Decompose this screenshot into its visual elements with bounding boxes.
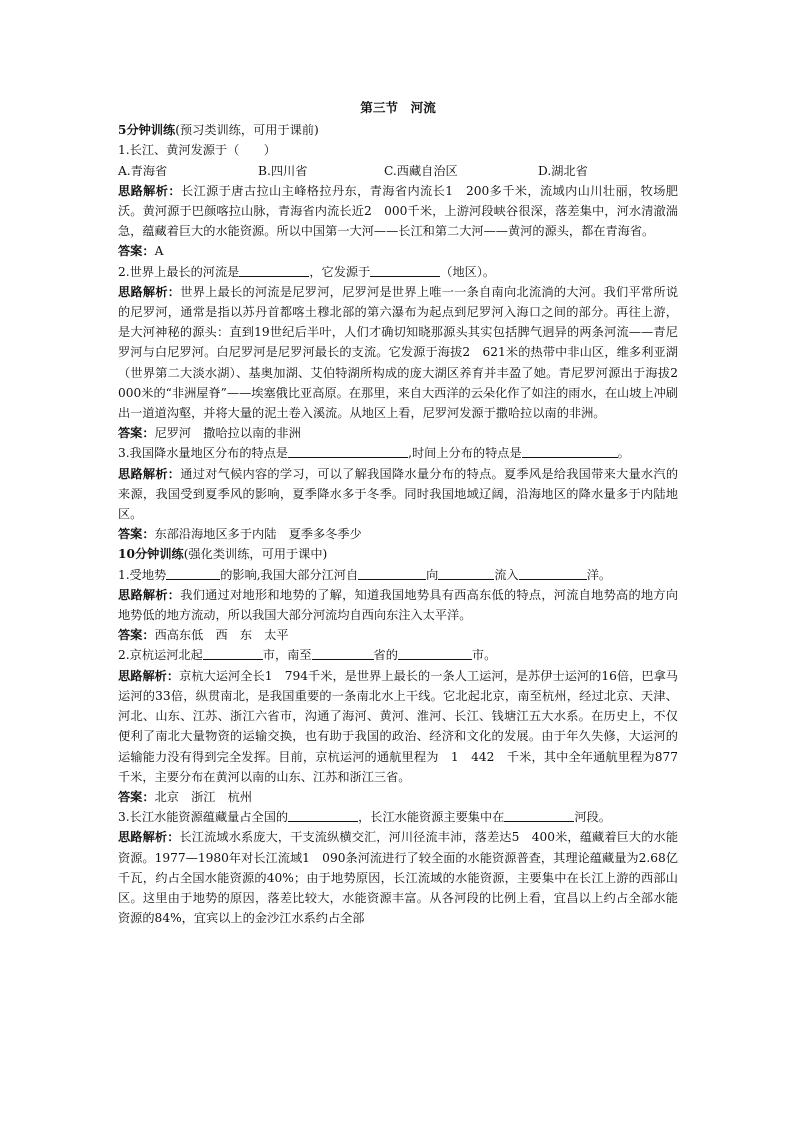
analysis-text: 世界上最长的河流是尼罗河，尼罗河是世界上唯一一条自南向北流淌的大河。我们平常所说的尼罗河，通常是指以苏丹首都喀土穆北部的第六瀑布为起点到尼罗河入海口之间的部分。再往上游，是大河神秘的源头：直到19世纪后半叶，人们才确切知晓那源头其实包括脾气迥异的两条河流——青尼罗河与白尼罗河。白尼罗河是尼罗河最长的支流。它发源于海拔2 621米的热带中非山区，维多利亚湖（世界第二大淡水湖）、基奥加湖、艾伯特湖所构成的庞大湖区养育并丰盈了她。青尼罗河源出于海拔2 000米的“非洲屋脊”——埃塞俄比亚高原。在那里，来自大西洋的云朵化作了如注的雨水，在山坡上冲刷出一道道沟壑，并将大量的泥土卷入溪流。从地区上看，尼罗河发源于撒哈拉以南的非洲。 <box>118 284 691 421</box>
answer-label: 答案： <box>118 628 155 643</box>
fill-blank[interactable] <box>398 647 472 660</box>
question-text: 1.长江、黄河发源于（ ） <box>118 143 276 158</box>
fill-blank[interactable] <box>504 809 574 822</box>
fill-blank[interactable] <box>522 445 618 458</box>
answer-line <box>118 241 678 261</box>
question-part: （地区）。 <box>440 264 496 279</box>
fill-blank[interactable] <box>370 264 440 277</box>
answer-label: 答案： <box>118 789 155 804</box>
analysis-label: 思路解析： <box>118 284 181 299</box>
section-name: 5分钟训练 <box>118 123 176 138</box>
option-c: C.西藏自治区 <box>384 163 458 178</box>
question-part: 河段。 <box>574 810 611 825</box>
question-part: 2.京杭运河北起 <box>118 648 203 663</box>
answer-text: A <box>154 244 164 259</box>
answer-text: 西高东低 西 东 太平 <box>154 628 289 643</box>
answer-text: 北京 浙江 杭州 <box>154 789 253 804</box>
question-part: 3.我国降水量地区分布的特点是 <box>118 446 289 461</box>
fill-blank[interactable] <box>519 567 587 580</box>
question-text <box>118 443 678 463</box>
question-text <box>118 645 678 665</box>
question-part: 1.受地势 <box>118 567 167 582</box>
analysis-label: 思路解析： <box>118 830 180 845</box>
section-note: (强化类训练，可用于课中) <box>183 547 328 562</box>
analysis-text: 长江流域水系庞大，干支流纵横交汇，河川径流丰沛，落差达5 400米，蕴藏着巨大的水能资源。1977—1980年对长江流域1 090条河流进行了较全面的水能资源普查，其理论蕴藏量为2.68亿千瓦，约占全国水能资源的40%；由于地势原因，长江流域的水能资源，主要集中在长江上游的西部山区。这里由于地势的原因，落差比较大，水能资源丰富。从各河段的比例上看，宜昌以上约占全部水能资源的84%，宜宾以上的金沙江水系约占全部 <box>118 830 679 926</box>
section-heading-10min <box>118 544 678 564</box>
fill-blank[interactable] <box>358 567 426 580</box>
answer-label: 答案： <box>118 244 155 259</box>
analysis-label: 思路解析： <box>118 668 180 683</box>
answer-text: 东部沿海地区多于内陆 夏季多冬季少 <box>154 527 362 542</box>
analysis-label: 思路解析： <box>118 587 181 602</box>
question-part: ,时间上分布的特点是 <box>408 446 522 461</box>
page-title: 第三节 河流 <box>360 100 436 115</box>
answer-line <box>118 423 678 443</box>
fill-blank[interactable] <box>239 264 309 277</box>
question-part: ，它发源于 <box>309 264 371 279</box>
question-part: 2.世界上最长的河流是 <box>118 264 240 279</box>
question-text <box>118 262 678 282</box>
analysis-label: 思路解析： <box>118 466 181 481</box>
analysis-text: 长江源于唐古拉山主峰格拉丹东，青海省内流长1 200多千米，流域内山川壮丽，牧场肥沃。黄河源于巴颜喀拉山脉，青海省内流长近2 000千米，上游河段峡谷很深，落差集中，河水清澈湍急，蕴藏着巨大的水能资源。所以中国第一大河——长江和第二大河——黄河的源头，都在青海省。 <box>118 183 678 239</box>
analysis-paragraph <box>118 181 678 242</box>
option-a: A.青海省 <box>118 163 168 178</box>
fill-blank[interactable] <box>438 567 494 580</box>
section-name: 10分钟训练 <box>118 547 184 562</box>
fill-blank[interactable] <box>203 647 263 660</box>
option-b: B.四川省 <box>258 163 308 178</box>
analysis-text: 通过对气候内容的学习，可以了解我国降水量分布的特点。夏季风是给我国带来大量水汽的来源，我国受到夏季风的影响，夏季降水多于冬季。同时我国地域辽阔，沿海地区的降水量多于内陆地区。 <box>118 466 679 522</box>
analysis-paragraph <box>118 282 691 423</box>
question-part: 市，南至 <box>262 648 312 663</box>
section-heading-5min <box>118 120 678 140</box>
answer-line <box>118 625 678 645</box>
question-part: 。 <box>617 446 630 461</box>
question-part: ，长江水能资源主要集中在 <box>358 810 505 825</box>
fill-blank[interactable] <box>288 809 358 822</box>
answer-line <box>118 787 678 807</box>
fill-blank[interactable] <box>312 647 374 660</box>
question-part: 向 <box>426 567 439 582</box>
analysis-text: 我们通过对地形和地势的了解，知道我国地势具有西高东低的特点，河流自地势高的地方向地势低的地方流动，所以我国大部分河流均自西向东注入太平洋。 <box>118 587 679 623</box>
question-part: 3.长江水能资源蕴藏量占全国的 <box>118 810 289 825</box>
question-text <box>118 807 678 827</box>
analysis-paragraph <box>118 827 678 928</box>
analysis-paragraph <box>118 585 678 625</box>
question-part: 市。 <box>471 648 497 663</box>
question-text <box>118 565 678 585</box>
document-page <box>118 98 691 928</box>
answer-text: 尼罗河 撒哈拉以南的非洲 <box>154 426 301 441</box>
question-part: 洋。 <box>586 567 612 582</box>
answer-label: 答案： <box>118 426 155 441</box>
fill-blank[interactable] <box>166 567 220 580</box>
option-d: D.湖北省 <box>538 163 588 178</box>
analysis-label: 思路解析： <box>118 183 181 198</box>
section-note: (预习类训练，可用于课前) <box>175 123 319 138</box>
question-part: 的影响,我国大部分江河自 <box>220 567 359 582</box>
question-part: 流入 <box>494 567 519 582</box>
analysis-paragraph <box>118 666 678 787</box>
answer-options <box>118 161 678 181</box>
analysis-paragraph <box>118 464 678 525</box>
question-part: 省的 <box>373 648 398 663</box>
fill-blank[interactable] <box>288 445 408 458</box>
answer-label: 答案： <box>118 527 155 542</box>
answer-line <box>118 524 678 544</box>
analysis-text: 京杭大运河全长1 794千米，是世界上最长的一条人工运河，是苏伊士运河的16倍，巴拿马运河的33倍，纵贯南北，是我国重要的一条南北水上干线。它北起北京，南至杭州，经过北京、天津、河北、山东、江苏、浙江六省市，沟通了海河、黄河、淮河、长江、钱塘江五大水系。在历史上，不仅便利了南北大量物资的运输交换，也有助于我国的政治、经济和文化的发展。由于年久失修，大运河的运输能力没有得到完全发挥。目前，京杭运河的通航里程为 1 442 千米，其中全年通航里程为877千米，主要分布在黄河以南的山东、江苏和浙江三省。 <box>118 668 678 784</box>
